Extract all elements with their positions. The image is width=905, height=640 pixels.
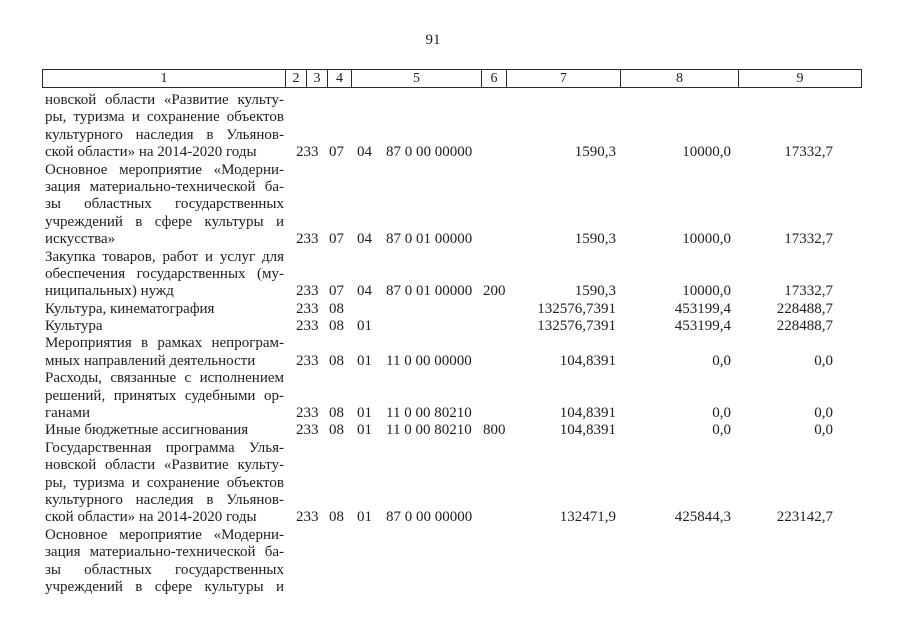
description-line: ниципальных) нужд — [45, 283, 174, 300]
cell-col-8: 425844,3 — [674, 509, 731, 526]
cell-col-3: 08 — [329, 422, 344, 439]
row-description — [45, 92, 284, 162]
description-line: зация материально-технической ба- — [45, 544, 284, 561]
table-row — [0, 162, 905, 249]
cell-col-3: 08 — [329, 318, 344, 335]
cell-col-2: 233 — [296, 509, 319, 526]
cell-col-5: 87 0 01 00000 — [386, 231, 473, 248]
cell-col-9: 0,0 — [814, 422, 833, 439]
description-line: Культура, кинематография — [45, 300, 215, 317]
cell-col-7: 132576,7391 — [537, 318, 616, 335]
description-line: Культура — [45, 318, 103, 335]
description-line: учреждений в сфере культуры и — [45, 213, 284, 230]
cell-col-4: 01 — [357, 318, 372, 335]
row-description — [45, 335, 284, 370]
cell-col-5: 11 0 00 00000 — [386, 352, 472, 369]
cell-col-8: 10000,0 — [682, 231, 731, 248]
cell-col-6: 800 — [483, 422, 506, 439]
table-row — [0, 440, 905, 527]
description-line: культурного наследия в Ульянов- — [45, 491, 284, 508]
description-line: Закупка товаров, работ и услуг для — [45, 248, 284, 265]
description-line: мных направлений деятельности — [45, 352, 256, 369]
table-row — [0, 92, 905, 162]
description-line: Расходы, связанные с исполнением — [45, 370, 284, 387]
cell-col-9: 228488,7 — [776, 300, 833, 317]
cell-col-9: 0,0 — [814, 352, 833, 369]
description-line: зация материально-технической ба- — [45, 178, 284, 195]
header-cell-2: 2 — [286, 70, 307, 87]
description-line: ры, туризма и сохранение объектов — [45, 109, 284, 126]
cell-col-9: 17332,7 — [784, 231, 833, 248]
cell-col-9: 223142,7 — [776, 509, 833, 526]
description-line: Основное мероприятие «Модерни- — [45, 526, 284, 543]
header-cell-9: 9 — [796, 71, 804, 86]
description-line: решений, принятых судебными ор- — [45, 387, 284, 404]
cell-col-3: 08 — [329, 300, 344, 317]
header-cell-7: 7 — [507, 70, 621, 87]
description-line: учреждений в сфере культуры и — [45, 578, 284, 595]
cell-col-9: 17332,7 — [784, 283, 833, 300]
table-header-row — [42, 69, 862, 88]
cell-col-2: 233 — [296, 300, 319, 317]
cell-col-5: 11 0 00 80210 — [386, 405, 472, 422]
cell-col-7: 1590,3 — [574, 144, 616, 161]
cell-col-7: 1590,3 — [574, 231, 616, 248]
description-line: новской области «Развитие культу- — [45, 457, 284, 474]
table-row — [0, 422, 905, 439]
row-description — [45, 249, 284, 301]
cell-col-9: 0,0 — [814, 405, 833, 422]
cell-col-8: 10000,0 — [682, 144, 731, 161]
description-line: Государственная программа Улья- — [45, 439, 284, 456]
header-cell-3: 3 — [307, 70, 328, 87]
row-description — [45, 318, 284, 335]
header-cell-4: 4 — [328, 70, 352, 87]
cell-col-8: 10000,0 — [682, 283, 731, 300]
cell-col-7: 104,8391 — [559, 405, 616, 422]
row-description — [45, 422, 284, 439]
description-line: ганами — [45, 405, 91, 422]
cell-col-2: 233 — [296, 283, 319, 300]
header-cell-6: 6 — [482, 70, 507, 87]
cell-col-5: 87 0 01 00000 — [386, 283, 473, 300]
cell-col-2: 233 — [296, 144, 319, 161]
description-line: обеспечения государственных (му- — [45, 265, 284, 282]
description-line: искусства» — [45, 231, 116, 248]
row-description — [45, 440, 284, 527]
cell-col-2: 233 — [296, 318, 319, 335]
cell-col-8: 0,0 — [712, 405, 731, 422]
table-row — [0, 527, 905, 597]
description-line: зы областных государственных — [45, 196, 284, 213]
cell-col-9: 228488,7 — [776, 318, 833, 335]
cell-col-4: 01 — [357, 509, 372, 526]
page-number: 91 — [425, 32, 441, 48]
table-row — [0, 249, 905, 301]
row-description — [45, 370, 284, 422]
cell-col-7: 132471,9 — [559, 509, 616, 526]
cell-col-8: 453199,4 — [674, 300, 731, 317]
cell-col-5: 87 0 00 00000 — [386, 509, 473, 526]
cell-col-6: 200 — [483, 283, 506, 300]
description-line: ской области» на 2014-2020 годы — [45, 509, 257, 526]
row-description — [45, 301, 284, 318]
cell-col-7: 104,8391 — [559, 352, 616, 369]
table-row — [0, 335, 905, 370]
row-description — [45, 527, 284, 597]
cell-col-7: 1590,3 — [574, 283, 616, 300]
description-line: зы областных государственных — [45, 561, 284, 578]
description-line: культурного наследия в Ульянов- — [45, 126, 284, 143]
cell-col-4: 01 — [357, 422, 372, 439]
cell-col-7: 132576,7391 — [537, 300, 616, 317]
cell-col-4: 01 — [357, 405, 372, 422]
cell-col-2: 233 — [296, 352, 319, 369]
cell-col-3: 08 — [329, 509, 344, 526]
table-body — [0, 92, 905, 596]
header-cell-1: 1 — [43, 70, 286, 87]
description-line: Основное мероприятие «Модерни- — [45, 161, 284, 178]
header-cell-8: 8 — [621, 70, 739, 87]
cell-col-5: 87 0 00 00000 — [386, 144, 473, 161]
table-row — [0, 318, 905, 335]
cell-col-4: 04 — [357, 144, 372, 161]
cell-col-5: 11 0 00 80210 — [386, 422, 472, 439]
cell-col-3: 07 — [329, 231, 344, 248]
cell-col-4: 01 — [357, 352, 372, 369]
table-row — [0, 370, 905, 422]
cell-col-3: 07 — [329, 283, 344, 300]
cell-col-3: 07 — [329, 144, 344, 161]
header-cell-5: 5 — [352, 70, 482, 87]
description-line: ры, туризма и сохранение объектов — [45, 474, 284, 491]
cell-col-4: 04 — [357, 283, 372, 300]
description-line: новской области «Развитие культу- — [45, 92, 284, 108]
cell-col-9: 17332,7 — [784, 144, 833, 161]
cell-col-3: 08 — [329, 405, 344, 422]
cell-col-4: 04 — [357, 231, 372, 248]
cell-col-8: 0,0 — [712, 422, 731, 439]
description-line: ской области» на 2014-2020 годы — [45, 144, 257, 161]
cell-col-8: 0,0 — [712, 352, 731, 369]
cell-col-2: 233 — [296, 422, 319, 439]
table-row — [0, 301, 905, 318]
description-line: Мероприятия в рамках непрограм- — [45, 335, 284, 352]
cell-col-2: 233 — [296, 405, 319, 422]
cell-col-3: 08 — [329, 352, 344, 369]
description-line: Иные бюджетные ассигнования — [45, 422, 249, 439]
cell-col-2: 233 — [296, 231, 319, 248]
row-description — [45, 162, 284, 249]
cell-col-8: 453199,4 — [674, 318, 731, 335]
cell-col-7: 104,8391 — [559, 422, 616, 439]
